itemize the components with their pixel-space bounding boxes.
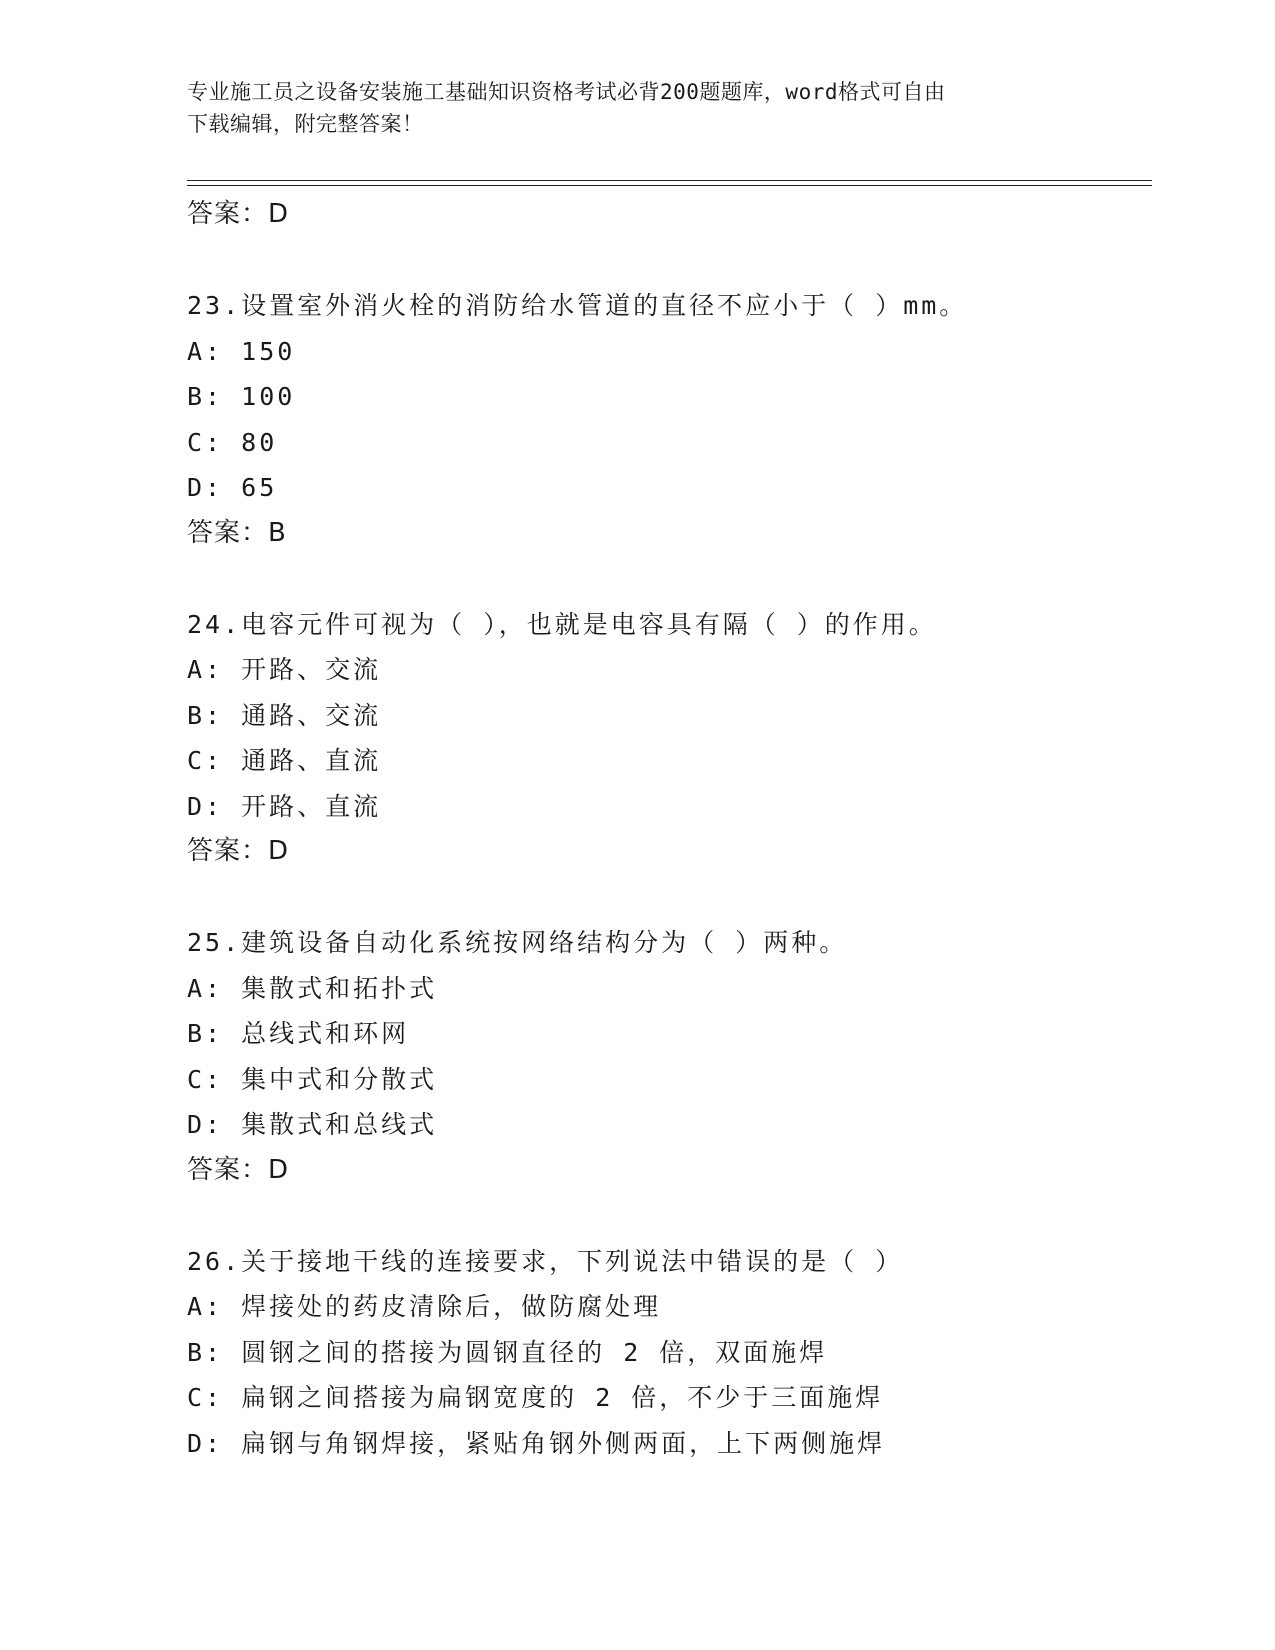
document-header	[187, 76, 1087, 140]
option-a: A: 开路、交流	[187, 655, 382, 684]
option-d: D: 集散式和总线式	[187, 1110, 438, 1139]
option-c: C: 集中式和分散式	[187, 1064, 438, 1094]
spacer	[187, 556, 1152, 602]
option-b: B: 圆钢之间的搭接为圆钢直径的 2 倍，双面施焊	[187, 1337, 828, 1367]
answer-line: 答案：D	[187, 199, 290, 229]
question-block-26	[187, 1239, 1152, 1467]
option-b: B: 总线式和环网	[187, 1019, 410, 1048]
question-list	[187, 192, 1152, 1466]
question-block-23	[187, 283, 1152, 556]
question-text: 26.关于接地干线的连接要求，下列说法中错误的是（ ）	[187, 1246, 904, 1276]
option-c: C: 扁钢之间搭接为扁钢宽度的 2 倍，不少于三面施焊	[187, 1383, 884, 1412]
question-block-25	[187, 920, 1152, 1193]
option-c: C: 通路、直流	[187, 746, 382, 775]
question-block-24	[187, 602, 1152, 875]
option-d: D: 65	[187, 473, 278, 502]
spacer	[187, 1193, 1152, 1239]
question-text: 24.电容元件可视为（ ），也就是电容具有隔（ ）的作用。	[187, 609, 937, 639]
option-b: B: 100	[187, 382, 296, 411]
option-a: A: 焊接处的药皮清除后，做防腐处理	[187, 1292, 662, 1321]
answer-line: 答案：B	[187, 517, 287, 548]
option-c: C: 80	[187, 427, 278, 457]
option-b: B: 通路、交流	[187, 700, 382, 730]
option-a: A: 集散式和拓扑式	[187, 973, 438, 1003]
question-text: 23.设置室外消火栓的消防给水管道的直径不应小于（ ）mm。	[187, 291, 968, 320]
answer-line: 答案：D	[187, 836, 290, 866]
spacer	[187, 238, 1152, 284]
option-a: A: 150	[187, 336, 296, 366]
option-d: D: 开路、直流	[187, 791, 382, 821]
option-d: D: 扁钢与角钢焊接，紧贴角钢外侧两面，上下两侧施焊	[187, 1428, 886, 1458]
question-text: 25.建筑设备自动化系统按网络结构分为（ ）两种。	[187, 928, 848, 957]
header-divider-bottom	[187, 185, 1152, 186]
header-line-2: 下载编辑，附完整答案！	[187, 112, 424, 136]
answer-line: 答案：D	[187, 1154, 290, 1185]
header-line-1: 专业施工员之设备安装施工基础知识资格考试必背200题题库，word格式可自由	[187, 80, 946, 104]
spacer	[187, 875, 1152, 921]
header-divider-top	[187, 180, 1152, 181]
